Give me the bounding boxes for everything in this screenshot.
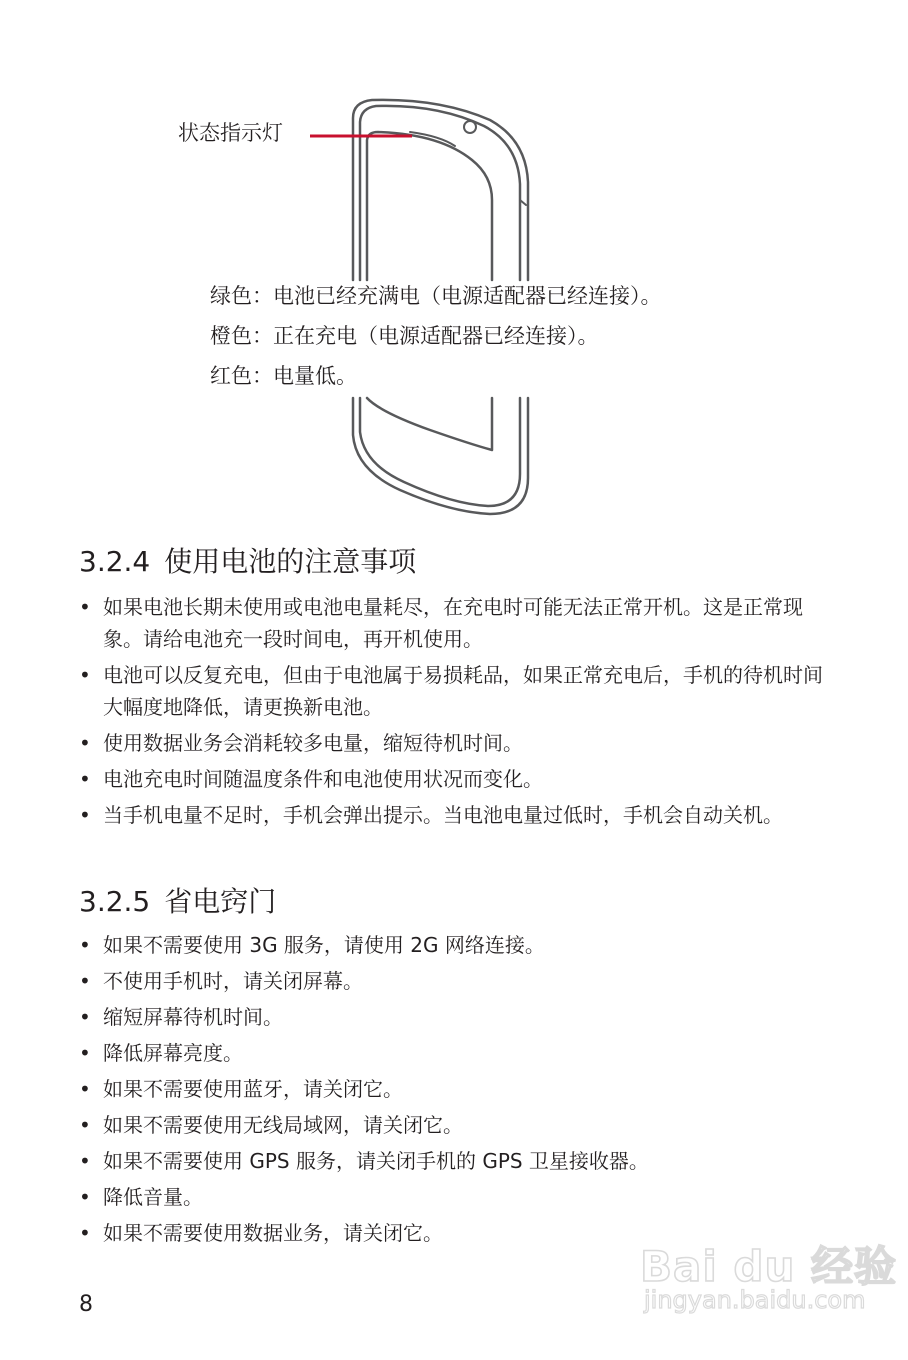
list-item: [79, 591, 824, 655]
bullet-icon: •: [79, 1005, 91, 1029]
legend-red: [210, 356, 662, 396]
list-item-text: 使用数据业务会消耗较多电量，缩短待机时间。: [103, 731, 523, 755]
list-item-text: 降低音量。: [103, 1185, 203, 1209]
list-item-text: 缩短屏幕待机时间。: [103, 1005, 283, 1029]
baidu-jingyan-watermark-logo: [640, 1220, 897, 1325]
section-number: 3.2.5: [79, 885, 151, 918]
list-item-text: 如果电池长期未使用或电池电量耗尽，在充电时可能无法正常开机。这是正常现象。请给电池充一段时间电，再开机使用。: [103, 595, 803, 651]
list-item: [79, 799, 824, 831]
bullet-icon: •: [79, 1185, 91, 1209]
legend-text: 正在充电（电源适配器已经连接）。: [273, 324, 599, 348]
legend-text: 电池已经充满电（电源适配器已经连接）。: [273, 284, 662, 308]
legend-key: 橙色：: [210, 324, 273, 348]
list-item: [79, 763, 824, 795]
list-item: [79, 1037, 824, 1069]
bullet-icon: •: [79, 1221, 91, 1245]
bullet-icon: •: [79, 595, 91, 619]
section-heading-3-2-4: [79, 542, 416, 582]
legend-key: 红色：: [210, 364, 273, 388]
list-item-text: 降低屏幕亮度。: [103, 1041, 243, 1065]
section-title: 使用电池的注意事项: [164, 545, 417, 578]
power-saving-tips-list: [79, 929, 824, 1249]
list-item: [79, 727, 824, 759]
legend-text: 电量低。: [273, 364, 357, 388]
list-item: [79, 929, 824, 961]
list-item-text: 如果不需要使用 3G 服务，请使用 2G 网络连接。: [103, 933, 545, 957]
list-item-text: 电池可以反复充电，但由于电池属于易损耗品，如果正常充电后，手机的待机时间大幅度地降低，请更换新电池。: [103, 663, 823, 719]
list-item: [79, 1073, 824, 1105]
section-heading-3-2-5: [79, 882, 276, 922]
indicator-legend: [210, 276, 662, 396]
page-number: 8: [79, 1292, 93, 1317]
bullet-icon: •: [79, 1149, 91, 1173]
list-item: [79, 1181, 824, 1213]
list-item: [79, 1001, 824, 1033]
bullet-icon: •: [79, 767, 91, 791]
legend-green: [210, 276, 662, 316]
bullet-icon: •: [79, 1077, 91, 1101]
bullet-icon: •: [79, 933, 91, 957]
bullet-icon: •: [79, 1113, 91, 1137]
list-item-text: 如果不需要使用无线局域网，请关闭它。: [103, 1113, 463, 1137]
list-item-text: 如果不需要使用数据业务，请关闭它。: [103, 1221, 443, 1245]
bullet-icon: •: [79, 969, 91, 993]
bullet-icon: •: [79, 731, 91, 755]
legend-orange: [210, 316, 662, 356]
section-title: 省电窍门: [164, 885, 277, 918]
bullet-icon: •: [79, 803, 91, 827]
list-item: [79, 1109, 824, 1141]
list-item-text: 当手机电量不足时，手机会弹出提示。当电池电量过低时，手机会自动关机。: [103, 803, 783, 827]
watermark-sub: jingyan.baidu.com: [644, 1286, 866, 1314]
list-item-text: 电池充电时间随温度条件和电池使用状况而变化。: [103, 767, 543, 791]
watermark-main: Bai du 经验: [640, 1242, 897, 1291]
list-item: [79, 659, 824, 723]
legend-key: 绿色：: [210, 284, 273, 308]
list-item-text: 不使用手机时，请关闭屏幕。: [103, 969, 363, 993]
phone-outline-icon: [0, 0, 908, 530]
section-number: 3.2.4: [79, 545, 151, 578]
list-item-text: 如果不需要使用蓝牙，请关闭它。: [103, 1077, 403, 1101]
list-item: [79, 965, 824, 997]
bullet-icon: •: [79, 663, 91, 687]
bullet-icon: •: [79, 1041, 91, 1065]
phone-illustration: [0, 0, 908, 530]
list-item: [79, 1145, 824, 1177]
status-indicator-label: 状态指示灯: [178, 121, 283, 145]
list-item-text: 如果不需要使用 GPS 服务，请关闭手机的 GPS 卫星接收器。: [103, 1149, 649, 1173]
battery-notes-list: [79, 591, 824, 831]
